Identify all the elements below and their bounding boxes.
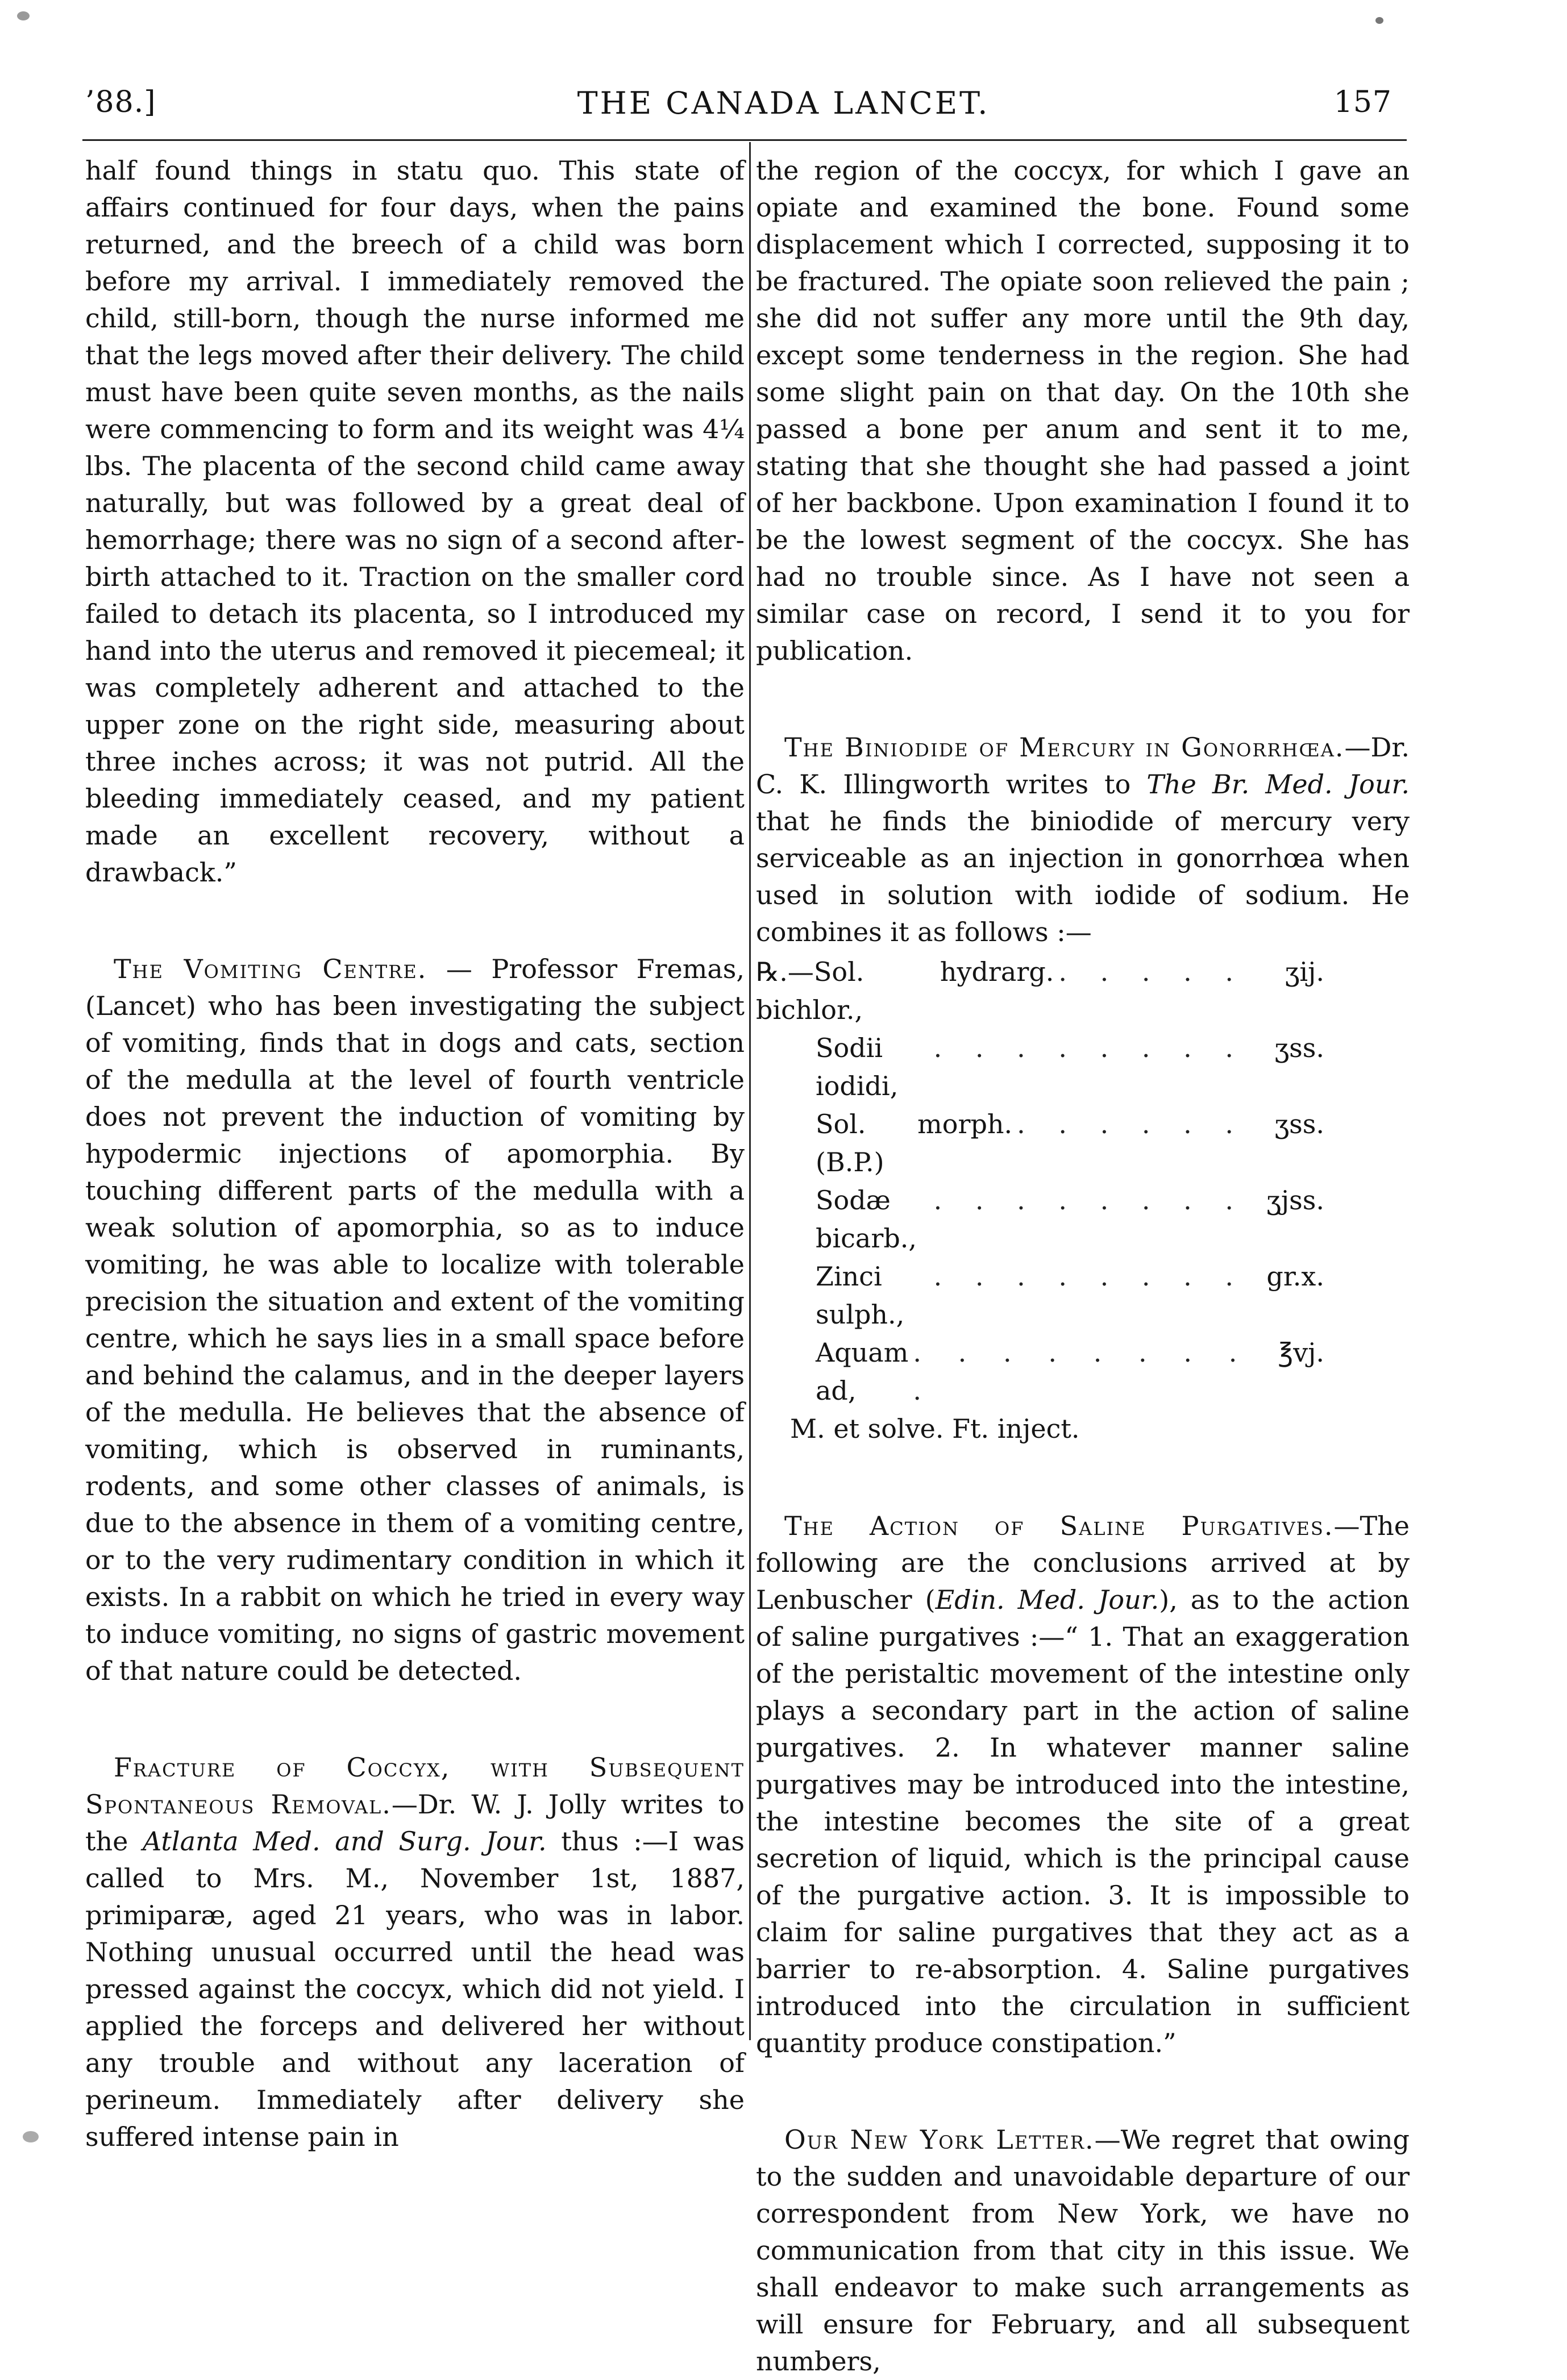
article-heading: The Action of Saline Purgatives. (784, 1511, 1334, 1541)
prescription-row (756, 1334, 1324, 1410)
leader-dots: . . . . . . . . (933, 1033, 1246, 1063)
leader-dots: . . . . . . . . (933, 1261, 1246, 1292)
prescription-ingredient: Aquam ad, (816, 1337, 909, 1406)
ink-speck (23, 2131, 39, 2142)
continued-paragraph: the region of the coccyx, for which I gave an opiate and examined the bone. Found some displacement which I corrected, supposing it to be fractured. The opiate soon relieved the pain ; she did not suffer any more until the 9th day, except some tenderness in the region. She had some slight pain on that day. On the 10th she passed a bone per anum and sent it to me, stating that she thought she had passed a joint of her backbone. Upon examination I found it to be the lowest segment of the coccyx. She has had no trouble since. As I have not seen a similar case on record, I send it to you for publication. (756, 155, 1410, 666)
prescription-row (756, 1105, 1324, 1181)
article-saline-purgatives (756, 1508, 1410, 2062)
article-heading: The Vomiting Centre. (114, 954, 427, 984)
ink-speck (17, 11, 30, 20)
journal-citation: Atlanta Med. and Surg. Jour. (143, 1826, 547, 1857)
prescription-amount: ʒss. (1274, 1109, 1324, 1139)
article-heading: The Biniodide of Mercury in Gonorrhœa. (784, 732, 1345, 763)
article-body: thus :—I was called to Mrs. M., November 1st, 1887, primiparæ, aged 21 years, who was in labor. Nothing unusual occurred until the head was pressed against the coccyx, which did not yield. I applied the forceps and delivered her without any trouble and without any laceration of perineum. Immediately after delivery she suffered intense pain in (85, 1826, 745, 2152)
journal-citation: The Br. Med. Jour. (1146, 769, 1410, 800)
article-body: —The following are the conclusions arrived at by Lenbuscher ( (756, 1511, 1410, 1615)
left-column (85, 152, 745, 2156)
prescription-amount: gr.x. (1266, 1261, 1324, 1292)
article-body: —Dr. W. J. Jolly writes to the (85, 1789, 745, 1857)
prescription-row (756, 1258, 1324, 1334)
prescription-amount: ʒij. (1285, 956, 1324, 987)
prescription-ingredient: Zinci sulph., (816, 1261, 905, 1330)
article-vomiting-centre (85, 951, 745, 1690)
journal-citation: Edin. Med. Jour. (935, 1584, 1159, 1615)
prescription-amount: ℥vj. (1278, 1337, 1324, 1368)
right-column (756, 152, 1410, 2380)
leader-dots: . . . . . . . . (933, 1185, 1246, 1216)
prescription-footer: M. et solve. Ft. inject. (790, 1413, 1080, 1444)
ink-speck (1375, 17, 1383, 24)
running-head-year: ’88.] (85, 85, 156, 119)
leader-dots: . . . . . . (1017, 1109, 1246, 1139)
prescription-ingredient: Sodæ bicarb., (816, 1185, 917, 1254)
prescription-amount: ʒss. (1274, 1033, 1324, 1063)
column-divider (749, 142, 751, 2040)
article-body: —Dr. C. K. Illingworth writes to (756, 732, 1410, 800)
article-new-york-letter (756, 2121, 1410, 2380)
journal-title: THE CANADA LANCET. (577, 85, 990, 121)
article-heading: Our New York Letter. (784, 2124, 1095, 2155)
prescription-ingredient: ℞.—Sol. hydrarg. bichlor., (756, 956, 1054, 1025)
article-body: — Professor Fremas, (Lancet) who has been investigating the subject of vomiting, finds that in dogs and cats, section of the medulla at the level of fourth ventricle does not prevent the induction of vomiting by hypodermic injections of apomorphia. By touching different parts of the medulla with a weak solution of apomorphia, so as to induce vomiting, he was able to localize with tolerable precision the situation and extent of the vomiting centre, which he says lies in a small space before and behind the calamus, and in the deeper layers of the medulla. He believes that the absence of vomiting, which is observed in ruminants, rodents, and some other classes of animals, is due to the absence in them of a vomiting centre, or to the very rudimentary condition in which it exists. In a rabbit on which he tried in every way to induce vomiting, no signs of gastric movement of that nature could be detected. (85, 954, 745, 1686)
prescription-row (756, 1181, 1324, 1258)
article-body: —We regret that owing to the sudden and unavoidable departure of our correspondent from New York, we have no communication from that city in this issue. We shall endeavor to make such arrangements as will ensure for February, and all subsequent numbers, (756, 2124, 1410, 2377)
article-body: ), as to the action of saline purgatives :—“ 1. That an exaggeration of the peristaltic movement of the intestine only plays a secondary part in the action of saline purgatives. 2. In whatever manner saline purgatives may be introduced into the intestine, the intestine becomes the site of a great secretion of liquid, which is the principal cause of the purgative action. 3. It is impossible to claim for saline purgatives that they act as a barrier to re-absorption. 4. Saline purgatives introduced into the circulation in sufficient quantity produce constipation.” (756, 1584, 1410, 2058)
leader-dots: . . . . . (1058, 956, 1246, 987)
article-biniodide-mercury (756, 729, 1410, 951)
leader-dots: . . . . . . . . . (913, 1337, 1250, 1406)
prescription-ingredient: Sol. morph. (B.P.) (816, 1109, 1013, 1177)
prescription-amount: ʒjss. (1266, 1185, 1324, 1216)
article-fracture-coccyx (85, 1749, 745, 2156)
continued-paragraph: half found things in statu quo. This state of affairs continued for four days, when the pains returned, and the breech of a child was born before my arrival. I immediately removed the child, still-born, though the nurse informed me that the legs moved after their delivery. The child must have been quite seven months, as the nails were commencing to form and its weight was 4¼ lbs. The placenta of the second child came away naturally, but was followed by a great deal of hemorrhage; there was no sign of a second after-birth attached to it. Traction on the smaller cord failed to detach its placenta, so I introduced my hand into the uterus and removed it piecemeal; it was completely adherent and attached to the upper zone on the right side, measuring about three inches across; it was not putrid. All the bleeding immediately ceased, and my patient made an excellent recovery, without a drawback.” (85, 155, 745, 888)
header-rule (82, 139, 1407, 141)
prescription-table (756, 953, 1324, 1448)
prescription-ingredient: Sodii iodidi, (816, 1033, 899, 1101)
page-number: 157 (1333, 85, 1392, 119)
prescription-row (756, 953, 1324, 1029)
article-body: that he finds the biniodide of mercury very serviceable as an injection in gonorrhœa when used in solution with iodide of sodium. He combines it as follows :— (756, 806, 1410, 947)
prescription-row (756, 1029, 1324, 1105)
article-heading: Fracture of Coccyx, with Subsequent Spontaneous Removal. (85, 1752, 745, 1820)
